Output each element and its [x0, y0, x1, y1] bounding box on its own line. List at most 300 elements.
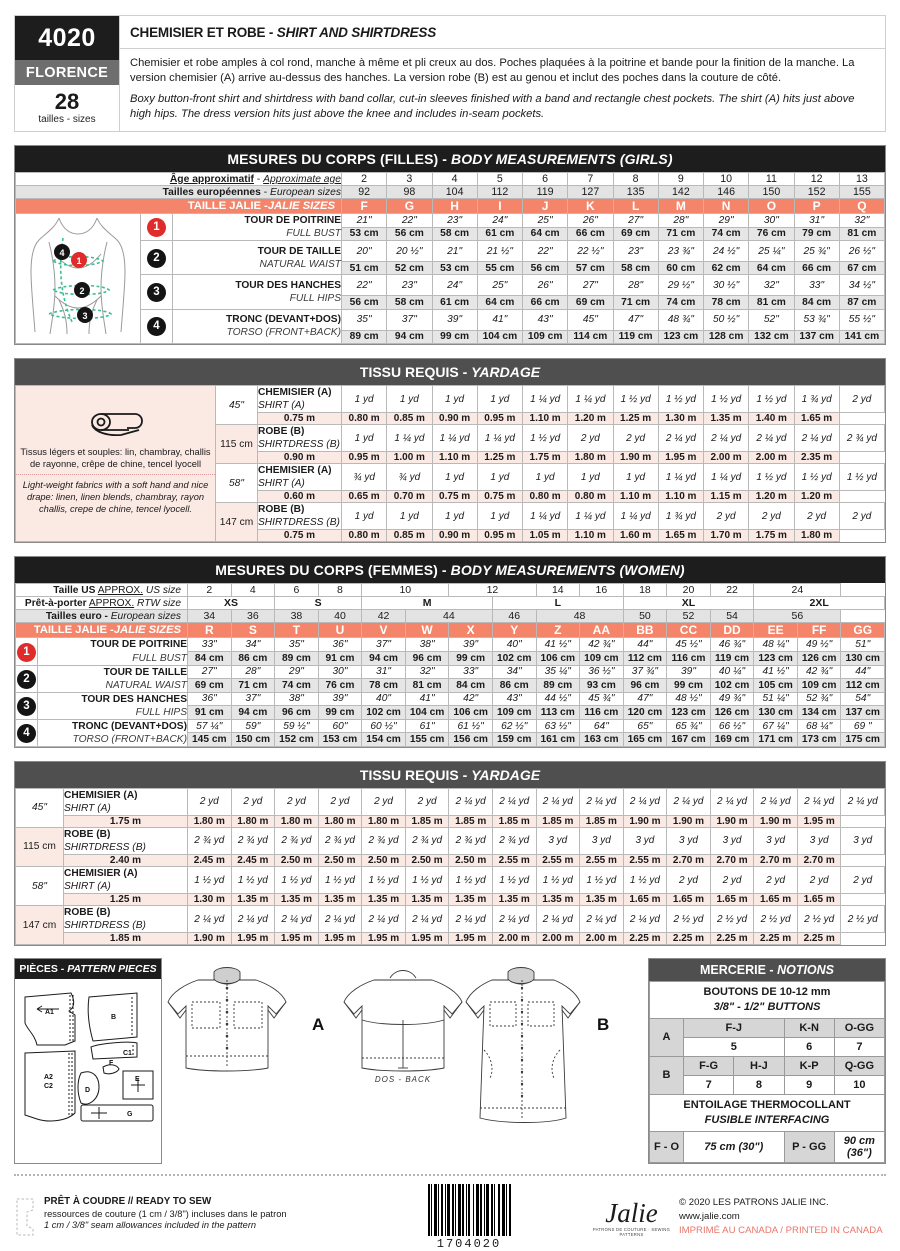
value-inch: 36": [318, 638, 362, 652]
value-inch: 34": [231, 638, 275, 652]
yardage-m: 2.25 m: [710, 933, 754, 945]
value-cm: 91 cm: [318, 652, 362, 666]
value-cm: 76 cm: [749, 227, 794, 241]
yardage-m: 1.10 m: [523, 413, 568, 425]
value-inch: 29 ½": [658, 275, 703, 296]
yardage-m: 2.00 m: [749, 452, 794, 464]
euro-cell: 150: [749, 186, 794, 199]
value-cm: 153 cm: [318, 733, 362, 747]
yardage-m: 1.80 m: [362, 815, 406, 827]
table-row: [650, 1131, 885, 1162]
euro-size-cell: 52: [667, 610, 711, 623]
yardage-yd: 1 yd: [387, 386, 432, 413]
yardage-yd: 1 ¼ yd: [658, 464, 703, 491]
garment-label-fr: ROBE (B): [258, 426, 305, 438]
yardage-m: 1.35 m: [704, 413, 749, 425]
yardage-yd: 1 yd: [477, 503, 522, 530]
value-cm: 134 cm: [797, 706, 841, 720]
value-cm: 69 cm: [613, 227, 658, 241]
yardage-m: 1.85 m: [492, 815, 536, 827]
piece-label: A1: [45, 1009, 54, 1017]
measure-label-fr: TOUR DE POITRINE: [244, 215, 341, 227]
yardage-m: 1.65 m: [797, 894, 841, 906]
value-cm: 119 cm: [710, 652, 754, 666]
yardage-yd: 2 ¼ yd: [667, 788, 711, 815]
yardage-yd: 1 ½ yd: [839, 464, 884, 491]
value-inch: 29": [704, 214, 749, 228]
interfacing-range-2: P - GG: [784, 1131, 834, 1162]
value-inch: 53 ¾": [794, 309, 839, 330]
euro-size-cell: 50: [623, 610, 667, 623]
yardage-m: 1.35 m: [318, 894, 362, 906]
value-cm: 51 cm: [342, 261, 387, 275]
jalie-cell: Q: [839, 199, 884, 214]
yardage-yd: 1 ½ yd: [318, 867, 362, 894]
value-cm: 64 cm: [749, 261, 794, 275]
jalie-logo: [584, 1198, 679, 1237]
yardage-m: 2.50 m: [362, 855, 406, 867]
value-inch: 28": [613, 275, 658, 296]
value-inch: 49 ¾": [710, 692, 754, 706]
value-cm: 128 cm: [704, 330, 749, 344]
yardage-m: 1.95 m: [405, 933, 449, 945]
yardage-m: 1.95 m: [231, 933, 275, 945]
euro-label: Tailles européennes - European sizes: [16, 186, 342, 199]
yardage-yd: 1 ½ yd: [704, 386, 749, 413]
value-cm: 84 cm: [794, 296, 839, 310]
fabric-roll-icon: [87, 412, 145, 438]
value-inch: 63 ½": [536, 719, 580, 733]
table-row: [16, 692, 885, 706]
value-inch: 35": [275, 638, 319, 652]
yardage-yd: 1 ¼ yd: [568, 503, 613, 530]
row-euro-sizes: [16, 610, 885, 623]
value-cm: 123 cm: [667, 706, 711, 720]
yardage-yd: 2 ¼ yd: [536, 906, 580, 933]
yardage-yd: 1 ½ yd: [188, 867, 232, 894]
euro-size-cell: 42: [362, 610, 406, 623]
value-inch: 48 ¾": [658, 309, 703, 330]
copyright-block: [679, 1196, 886, 1239]
value-inch: 48 ¼": [754, 638, 798, 652]
value-cm: 116 cm: [667, 652, 711, 666]
yardage-yd: 2 ¼ yd: [841, 788, 885, 815]
value-cm: 112 cm: [841, 679, 885, 693]
value-cm: 130 cm: [754, 706, 798, 720]
value-cm: 96 cm: [275, 706, 319, 720]
rtw-size-cell: XL: [623, 597, 754, 610]
table-row: [16, 241, 885, 262]
yardage-m: 1.00 m: [387, 452, 432, 464]
value-cm: 94 cm: [387, 330, 432, 344]
yardage-yd: 2 ¼ yd: [749, 425, 794, 452]
yardage-yd: 1 yd: [432, 503, 477, 530]
barcode-bars: [354, 1184, 584, 1236]
garment-illustrations: [162, 958, 648, 1163]
yardage-m: 1.35 m: [449, 894, 493, 906]
garment-label-en: SHIRTDRESS (B): [64, 920, 146, 932]
value-cm: 84 cm: [449, 679, 493, 693]
yardage-m: 1.65 m: [658, 530, 703, 542]
yardage-yd: 1 ½ yd: [749, 464, 794, 491]
yardage-m: 1.90 m: [188, 933, 232, 945]
yardage-yd: 1 yd: [342, 503, 387, 530]
jalie-cell: K: [568, 199, 613, 214]
value-inch: 69 ": [841, 719, 885, 733]
yardage-yd: 2 ¼ yd: [231, 906, 275, 933]
jalie-cell: I: [477, 199, 522, 214]
table-row: [16, 855, 885, 867]
measure-label-fr: TRONC (DEVANT+DOS): [72, 720, 187, 732]
euro-cell: 127: [568, 186, 613, 199]
garment-label-en: SHIRTDRESS (B): [258, 517, 340, 529]
yardage-m: 1.35 m: [492, 894, 536, 906]
value-inch: 28": [231, 665, 275, 679]
age-label: Âge approximatif - Approximate age: [16, 173, 342, 186]
table-row: [16, 867, 885, 894]
svg-text:3: 3: [82, 311, 88, 322]
yardage-m: 2.00 m: [704, 452, 749, 464]
yardage-m: 2.25 m: [754, 933, 798, 945]
rtw-size-cell: M: [362, 597, 493, 610]
value-cm: 61 cm: [477, 227, 522, 241]
value-inch: 35": [342, 309, 387, 330]
rtw-size-cell: L: [492, 597, 623, 610]
yardage-yd: 2 yd: [797, 867, 841, 894]
value-inch: 37": [362, 638, 406, 652]
row-rtw-sizes: [16, 597, 885, 610]
pattern-piece-icon: [14, 1196, 36, 1238]
value-cm: 120 cm: [623, 706, 667, 720]
value-inch: 37 ¾": [623, 665, 667, 679]
euro-size-cell: 38: [275, 610, 319, 623]
yardage-yd: 2 ¾ yd: [449, 827, 493, 854]
jalie-cell: O: [749, 199, 794, 214]
value-inch: 40": [492, 638, 536, 652]
pattern-number: 4020: [15, 16, 119, 60]
age-label-fr: Âge approximatif: [169, 173, 254, 185]
yardage-yd: 1 ¼ yd: [432, 425, 477, 452]
garment-technical-drawings-icon: [162, 958, 634, 1140]
yardage-yd: 1 yd: [432, 464, 477, 491]
jalie-cell: GG: [841, 623, 885, 638]
measure-label-fr: TOUR DE TAILLE: [257, 245, 341, 257]
notions-title: [649, 959, 885, 981]
fabric-width-cm: 147 cm: [216, 503, 258, 542]
a-range-cell: O-GG: [834, 1018, 884, 1037]
yardage-m: 1.60 m: [613, 530, 658, 542]
measure-badge: 1: [17, 643, 36, 662]
value-cm: 94 cm: [362, 652, 406, 666]
measure-badge-cell: [141, 241, 173, 275]
yardage-yd: 1 ½ yd: [658, 386, 703, 413]
value-inch: 60": [318, 719, 362, 733]
euro-label-fr: Tailles euro -: [45, 610, 111, 622]
barcode-block: [354, 1184, 584, 1251]
value-inch: 39": [318, 692, 362, 706]
value-cm: 99 cm: [432, 330, 477, 344]
value-inch: 61 ½": [449, 719, 493, 733]
yardage-yd: 2 ¼ yd: [536, 788, 580, 815]
a-range-cell: F-J: [684, 1018, 785, 1037]
value-cm: 81 cm: [839, 227, 884, 241]
description-en: Boxy button-front shirt and shirtdress with band collar, cut-in sleeves finished with a band and rectangle chest pockets. The shirt (A) hits just above high hips. The dress version hits just above the knee and includes in-seam pockets.: [130, 92, 855, 121]
yardage-m: 1.85 m: [64, 933, 188, 945]
yardage-yd: 2 ¼ yd: [318, 906, 362, 933]
garment-label: [64, 827, 188, 854]
measure-badge-cell: [141, 309, 173, 343]
value-cm: 161 cm: [536, 733, 580, 747]
value-inch: 51": [841, 638, 885, 652]
yardage-yd: 2 ¼ yd: [188, 906, 232, 933]
value-inch: 45": [568, 309, 613, 330]
table-row: [16, 275, 885, 296]
measure-label-fr: TOUR DE POITRINE: [90, 639, 187, 651]
value-inch: 24 ½": [704, 241, 749, 262]
measure-badge-cell: [16, 638, 38, 665]
value-inch: 42 ¾": [797, 665, 841, 679]
value-inch: 30 ½": [704, 275, 749, 296]
value-inch: 65": [623, 719, 667, 733]
a-count-cell: 7: [834, 1037, 884, 1056]
value-inch: 45 ½": [667, 638, 711, 652]
garment-label-en: SHIRT (A): [64, 881, 111, 893]
value-inch: 46 ¾": [710, 638, 754, 652]
value-cm: 84 cm: [188, 652, 232, 666]
yardage-m: 2.70 m: [797, 855, 841, 867]
girls-yardage-title: [15, 359, 885, 385]
svg-text:1: 1: [76, 256, 82, 267]
row-us-sizes: [16, 584, 885, 597]
buttons-heading: [650, 982, 885, 1019]
women-yardage-table: [15, 788, 885, 945]
value-inch: 48 ½": [667, 692, 711, 706]
value-inch: 47": [613, 309, 658, 330]
buttons-heading-fr: BOUTONS DE 10-12 mm: [703, 986, 831, 999]
jalie-cell: F: [342, 199, 387, 214]
value-cm: 64 cm: [477, 296, 522, 310]
measure-label-en: TORSO (FRONT+BACK): [72, 733, 187, 745]
euro-size-cell: 40: [318, 610, 362, 623]
women-yardage-title: [15, 762, 885, 788]
yardage-m: 2.45 m: [188, 855, 232, 867]
measure-label: [173, 275, 342, 309]
yardage-m: 1.80 m: [188, 815, 232, 827]
garment-label-fr: CHEMISIER (A): [64, 789, 138, 801]
jalie-cell: FF: [797, 623, 841, 638]
euro-cell: 135: [613, 186, 658, 199]
value-inch: 64": [580, 719, 624, 733]
interfacing-value-1: 75 cm (30"): [684, 1131, 785, 1162]
pattern-envelope-back: [0, 15, 900, 1251]
euro-cell: 104: [432, 186, 477, 199]
yardage-m: 2.70 m: [710, 855, 754, 867]
measure-badge: 4: [147, 317, 166, 336]
value-cm: 66 cm: [523, 296, 568, 310]
pattern-pieces-panel: [14, 958, 162, 1163]
value-cm: 74 cm: [704, 227, 749, 241]
girls-yardage-section: [14, 358, 886, 543]
value-inch: 33": [188, 638, 232, 652]
sizes-count: 28: [54, 89, 80, 114]
title-fr: CHEMISIER ET ROBE -: [130, 25, 277, 40]
notions-title-en: NOTIONS: [777, 963, 835, 978]
view-b-label: B: [597, 1015, 610, 1035]
yardage-m: 1.35 m: [275, 894, 319, 906]
value-cm: 69 cm: [188, 679, 232, 693]
yardage-m: 0.95 m: [342, 452, 387, 464]
header-left: [15, 16, 119, 131]
table-row: [16, 894, 885, 906]
jalie-cell: G: [387, 199, 432, 214]
us-size-cell: 4: [231, 584, 275, 597]
value-inch: 41": [477, 309, 522, 330]
value-cm: 61 cm: [432, 296, 477, 310]
value-cm: 154 cm: [362, 733, 406, 747]
value-inch: 36": [188, 692, 232, 706]
website-link[interactable]: www.jalie.com: [679, 1210, 740, 1222]
value-inch: 20": [342, 241, 387, 262]
value-inch: 41 ½": [754, 665, 798, 679]
value-inch: 44": [623, 638, 667, 652]
value-inch: 61": [405, 719, 449, 733]
yardage-m: 1.05 m: [523, 530, 568, 542]
yardage-yd: 2 yd: [841, 867, 885, 894]
value-inch: 33": [449, 665, 493, 679]
yardage-m: 2.00 m: [580, 933, 624, 945]
dress-back-icon: [590, 1045, 740, 1115]
jalie-cell: AA: [580, 623, 624, 638]
us-label-en: US size: [145, 584, 181, 596]
yardage-yd: 2 ¼ yd: [794, 425, 839, 452]
table-row: [16, 933, 885, 945]
yardage-m: 1.85 m: [536, 815, 580, 827]
value-cm: 74 cm: [275, 679, 319, 693]
value-cm: 123 cm: [658, 330, 703, 344]
rtw-label-fr: Prêt-à-porter: [24, 597, 87, 609]
value-cm: 106 cm: [536, 652, 580, 666]
yardage-m: 1.35 m: [536, 894, 580, 906]
value-cm: 87 cm: [839, 296, 884, 310]
measure-label-fr: TOUR DES HANCHES: [81, 693, 187, 705]
value-inch: 39": [432, 309, 477, 330]
girls-yardage-table: [15, 385, 885, 542]
yardage-yd: 2 ¼ yd: [754, 788, 798, 815]
yardage-yd: 1 ½ yd: [580, 867, 624, 894]
yardage-yd: 2 ½ yd: [710, 906, 754, 933]
yardage-yd: 2 ¼ yd: [362, 906, 406, 933]
us-size-cell: 2: [188, 584, 232, 597]
yardage-m: 2.25 m: [797, 933, 841, 945]
yardage-yd: 2 ¼ yd: [492, 906, 536, 933]
measure-label-en: TORSO (FRONT+BACK): [226, 327, 341, 339]
yardage-yd: 2 ¼ yd: [623, 788, 667, 815]
yardage-yd: 2 ¼ yd: [580, 788, 624, 815]
jalie-label: [16, 199, 342, 214]
value-cm: 58 cm: [613, 261, 658, 275]
measurement-figure-icon: [19, 214, 137, 338]
value-inch: 22 ½": [568, 241, 613, 262]
yardage-yd: 1 ¼ yd: [613, 503, 658, 530]
value-cm: 102 cm: [710, 679, 754, 693]
yardage-m: 1.20 m: [568, 413, 613, 425]
women-yardage-title-en: YARDAGE: [471, 766, 541, 783]
yardage-yd: 2 ¼ yd: [449, 906, 493, 933]
yardage-yd: 1 yd: [477, 386, 522, 413]
value-inch: 47": [623, 692, 667, 706]
value-cm: 93 cm: [580, 679, 624, 693]
value-cm: 159 cm: [492, 733, 536, 747]
value-cm: 86 cm: [492, 679, 536, 693]
yardage-yd: 2 ¾ yd: [405, 827, 449, 854]
body-figure-girls: [16, 214, 141, 344]
b-range-cell: Q-GG: [834, 1056, 884, 1075]
yardage-m: 0.90 m: [432, 530, 477, 542]
yardage-yd: 1 ¼ yd: [568, 386, 613, 413]
age-cell: 12: [794, 173, 839, 186]
value-cm: 56 cm: [387, 227, 432, 241]
value-cm: 132 cm: [749, 330, 794, 344]
age-cell: 11: [749, 173, 794, 186]
value-cm: 74 cm: [658, 296, 703, 310]
yardage-yd: 2 yd: [318, 788, 362, 815]
yardage-yd: 1 yd: [613, 464, 658, 491]
yardage-yd: 1 ½ yd: [405, 867, 449, 894]
fabric-width-cm: 115 cm: [216, 425, 258, 464]
value-cm: 89 cm: [342, 330, 387, 344]
ready-to-sew-block: [14, 1196, 354, 1238]
value-cm: 99 cm: [667, 679, 711, 693]
girls-yardage-title-en: YARDAGE: [471, 364, 541, 381]
yardage-yd: 2 yd: [613, 425, 658, 452]
value-inch: 21 ½": [477, 241, 522, 262]
value-cm: 137 cm: [841, 706, 885, 720]
yardage-m: 2.55 m: [623, 855, 667, 867]
euro-size-cell: 36: [231, 610, 275, 623]
jalie-cell: N: [704, 199, 749, 214]
yardage-yd: 1 ¼ yd: [477, 425, 522, 452]
jalie-cell: W: [405, 623, 449, 638]
yardage-yd: 2 yd: [754, 867, 798, 894]
value-inch: 65 ¾": [667, 719, 711, 733]
yardage-m: 1.35 m: [362, 894, 406, 906]
yardage-m: 1.95 m: [318, 933, 362, 945]
jalie-cell: H: [432, 199, 477, 214]
copyright-text: © 2020 LES PATRONS JALIE INC.: [679, 1196, 829, 1208]
value-cm: 86 cm: [231, 652, 275, 666]
rtw-size-cell: XS: [188, 597, 275, 610]
value-cm: 169 cm: [710, 733, 754, 747]
yardage-m: 0.70 m: [387, 491, 432, 503]
value-inch: 68 ¼": [797, 719, 841, 733]
girls-measurements-section: [14, 145, 886, 345]
yardage-yd: 1 ¾ yd: [794, 386, 839, 413]
measure-label-en: FULL BUST: [286, 228, 341, 240]
value-cm: 96 cm: [623, 679, 667, 693]
rtw-label-en: RTW size: [137, 597, 181, 609]
ready-title: PRÊT À COUDRE // READY TO SEW: [44, 1196, 212, 1208]
pattern-pieces-title: [15, 959, 161, 979]
euro-size-cell: 44: [405, 610, 492, 623]
bottom-section: [14, 958, 886, 1163]
value-cm: 102 cm: [362, 706, 406, 720]
yardage-m: 1.10 m: [568, 530, 613, 542]
measure-label: [173, 214, 342, 241]
yardage-m: 1.65 m: [623, 894, 667, 906]
value-inch: 20 ½": [387, 241, 432, 262]
table-row: [16, 386, 885, 413]
age-cell: 10: [704, 173, 749, 186]
